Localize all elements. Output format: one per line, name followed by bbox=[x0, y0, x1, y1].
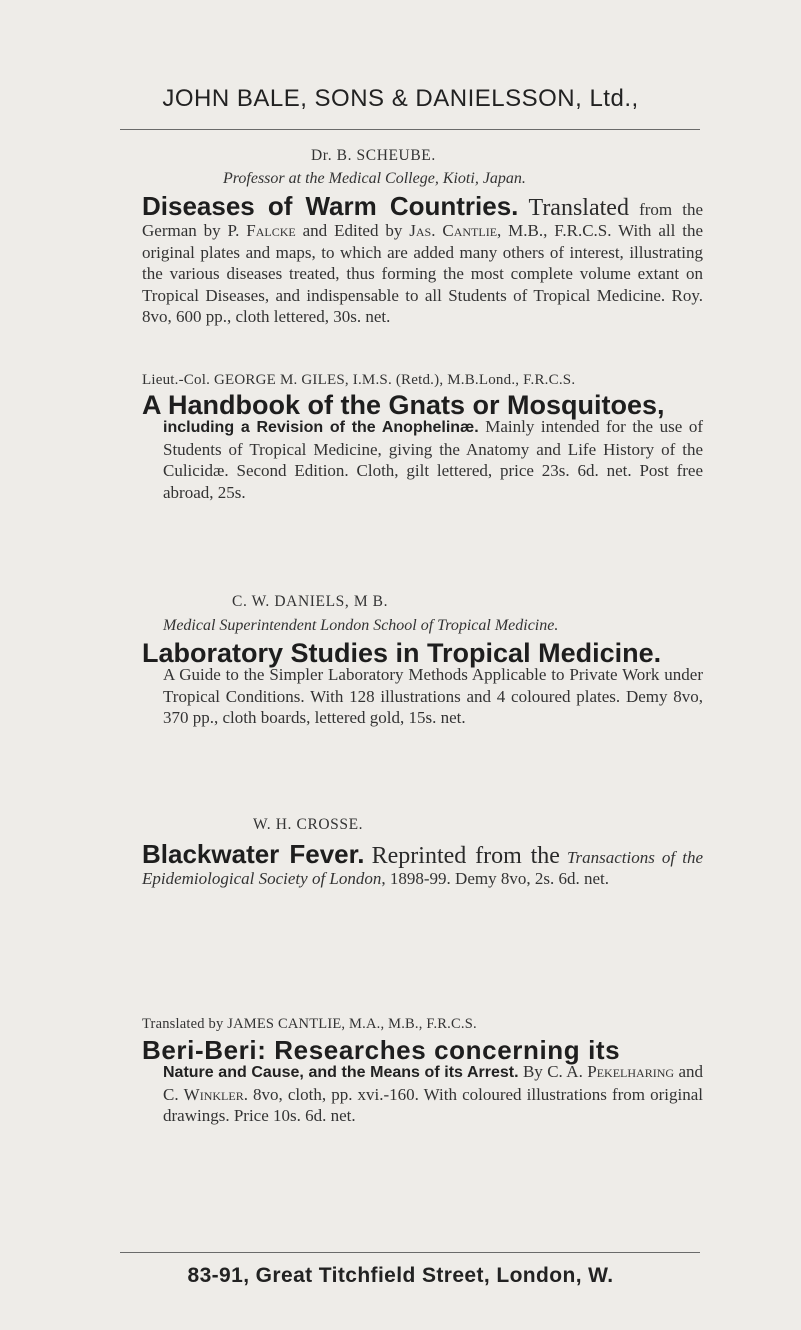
description-text: . 8vo, cloth, pp. xvi.-160. With coloured illustrations from original drawings. Price 10s. 6d. net. bbox=[163, 1084, 703, 1126]
author-line: Translated by JAMES CANTLIE, M.A., M.B., F.R.C.S. bbox=[142, 1016, 477, 1032]
affiliation-line: Medical Superintendent London School of Tropical Medicine. bbox=[163, 617, 559, 634]
description-text: By C. A. bbox=[522, 1062, 588, 1082]
bottom-rule bbox=[120, 1252, 700, 1253]
description-text: and C. bbox=[163, 1062, 703, 1104]
affiliation-line: Professor at the Medical College, Kioti, Japan. bbox=[223, 170, 526, 187]
description-text: A Guide to the Simpler Laboratory Methods Applicable to Private Work under Tropical Conditions. With 128 illustrations and 4 coloured plates. Demy 8vo, 370 pp., cloth boards, lettered gold, 15s. net. bbox=[163, 665, 703, 728]
book-title: Beri-Beri: Researches concerning its bbox=[142, 1035, 621, 1065]
author-name: Pekelharing bbox=[587, 1062, 675, 1082]
entry-scheube bbox=[142, 147, 703, 327]
book-title: A Handbook of the Gnats or Mosquitoes, bbox=[142, 390, 665, 420]
book-title: Laboratory Studies in Tropical Medicine. bbox=[142, 638, 662, 668]
author-line: W. H. CROSSE. bbox=[253, 816, 364, 833]
top-rule bbox=[120, 129, 700, 130]
publisher-heading: JOHN BALE, SONS & DANIELSSON, Ltd., bbox=[162, 85, 639, 112]
entry-giles bbox=[142, 372, 703, 503]
author-line: Lieut.-Col. GEORGE M. GILES, I.M.S. (Retd.), M.B.Lond., F.R.C.S. bbox=[142, 372, 576, 388]
book-subtitle: Nature and Cause, and the Means of its Arrest. bbox=[163, 1064, 519, 1082]
entry-description bbox=[142, 390, 703, 503]
journal-name: Transactions of the Epidemiological Society of London bbox=[142, 848, 704, 889]
book-title: Diseases of Warm Countries. bbox=[142, 191, 519, 221]
entry-description bbox=[142, 638, 703, 729]
entry-daniels bbox=[142, 593, 703, 729]
entry-description bbox=[142, 191, 703, 327]
book-subtitle: including a Revision of the Anophelinæ. bbox=[163, 419, 479, 437]
book-title: Blackwater Fever. bbox=[142, 839, 365, 869]
author-line: C. W. DANIELS, M B. bbox=[232, 593, 389, 610]
description-text: Mainly intended for the use of Students of Tropical Medicine, giving the Anatomy and Life History of the Culicidæ. Second Edition. Cloth, gilt lettered, price 23s. 6d. net. Post free abroad, 25s. bbox=[163, 417, 703, 502]
editor-name: Jas. Cantlie bbox=[409, 221, 498, 241]
description-text: , 1898-99. Demy 8vo, 2s. 6d. net. bbox=[381, 869, 609, 889]
description-text: , M.B., F.R.C.S. With all the original plates and maps, to which are added many others of interest, illustrating the various diseases treated, thus forming the most complete volume extant on Tropical Diseases, and indispensable to all Students of Tropical Medicine. Roy. 8vo, 600 pp., cloth lettered, 30s. net. bbox=[142, 221, 703, 327]
description-text: and Edited by bbox=[295, 221, 410, 241]
translator-name: Falcke bbox=[246, 221, 296, 241]
entry-beri-beri bbox=[142, 1016, 703, 1127]
publisher-address: 83-91, Great Titchfield Street, London, W. bbox=[187, 1264, 614, 1287]
lead-text: Translated bbox=[528, 195, 629, 221]
description-text: from the German by P. bbox=[142, 200, 703, 241]
author-line: Dr. B. SCHEUBE. bbox=[311, 147, 436, 164]
entry-description bbox=[142, 839, 704, 890]
entry-crosse bbox=[142, 816, 703, 890]
lead-text: Reprinted from the bbox=[371, 843, 560, 869]
entry-description bbox=[142, 1035, 703, 1127]
author-name: Winkler bbox=[183, 1084, 244, 1104]
